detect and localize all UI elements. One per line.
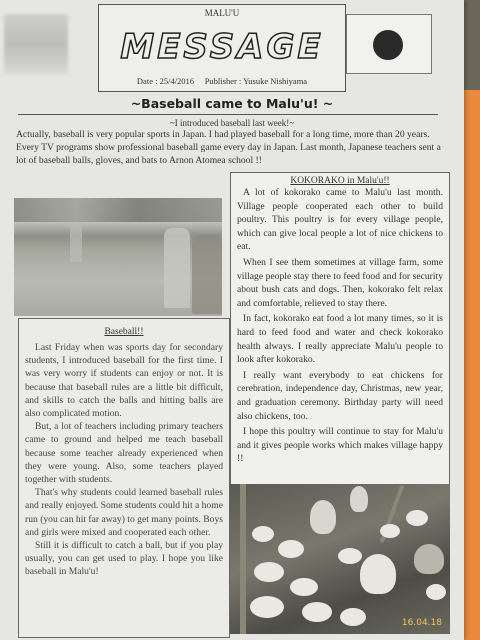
kokorako-heading: KOKORAKO in Malu'u!! [290, 176, 390, 186]
photo-figure [164, 228, 190, 308]
photo-feeder [350, 486, 368, 512]
photo-treeline [14, 198, 222, 222]
kokorako-paragraph: When I see them sometimes at village farm, some village people stay there to feed food and for security about bush cats and dogs. Then, kokorako felt relax and comfortable, relieved to stay there. [237, 256, 443, 309]
photo-chick [250, 596, 284, 618]
publisher: Publisher : Yusuke Nishiyama [204, 76, 308, 86]
chickens-poultry-photo [230, 484, 450, 634]
issue-date: Date : 25/4/2016 [136, 76, 195, 86]
photo-chick [426, 584, 446, 600]
baseball-article-box [18, 318, 230, 638]
article-headline: ~Baseball came to Malu'u! ~ [130, 96, 334, 111]
photo-chick [278, 540, 304, 558]
photo-chick [302, 602, 332, 622]
masthead-meta [99, 76, 345, 86]
photo-feeder [414, 544, 444, 574]
photo-figure [70, 222, 82, 262]
baseball-field-photo [14, 198, 222, 316]
baseball-paragraph: Last Friday when was sports day for secondary students, I introduced baseball for the first time. I was very worry if students can enjoy or not. It is because that baseball rules are a little bit difficult, and skills to catch the balls and hitting balls are also complicated motion. [25, 342, 223, 420]
blurred-logo-image [4, 14, 68, 74]
baseball-paragraph: Still it is difficult to catch a ball, but if you play usually, you can get used to play. I hope you like baseball in Malu'u! [25, 540, 223, 578]
photo-date-stamp: 16.04.18 [401, 618, 442, 628]
photo-feeder [310, 500, 336, 534]
flag-circle [373, 30, 403, 60]
photo-pole [240, 484, 246, 634]
masthead-title: MESSAGE [120, 27, 324, 67]
headline-underline [18, 114, 438, 115]
baseball-paragraph: That's why students could learned baseball rules and really enjoyed. Some students could hit a home run (you can hit far away) to get many points. Boys and girls were mixed and cooperated each other. [25, 487, 223, 538]
kokorako-paragraph: In fact, kokorako eat food a lot many times, so it is hard to feed food and water and check kokorako health always. I really appreciate Malu'u people to look after kokorako. [237, 313, 443, 366]
photo-figure [192, 234, 222, 314]
photo-chick [380, 524, 400, 538]
photo-chick [340, 608, 366, 626]
masthead [98, 4, 346, 92]
photo-feeder [360, 554, 396, 594]
photo-chick [252, 526, 274, 542]
intro-heading: ~I introduced baseball last week!~ [169, 118, 295, 128]
photo-chick [338, 548, 362, 564]
kokorako-paragraph: I really want everybody to eat chickens for cerebration, independence day, Christmas, new year, and graduation ceremony. Birthday party will need also chickens, too. [237, 369, 443, 422]
photo-chick [254, 562, 284, 582]
kokorako-paragraph: I hope this poultry will continue to stay for Malu'u and it gives people works which makes village happy !! [237, 426, 443, 465]
japan-flag-image [346, 14, 432, 74]
photo-chick [406, 510, 428, 526]
intro-text: Actually, baseball is very popular sports in Japan. I had played baseball for a long time, more than 20 years. Every TV programs show professional baseball game every day in Japan. Last month, Japanese teachers sent a lot of baseball balls, gloves, and bats to Arnon Atomea school !! [16, 129, 441, 166]
kokorako-article-box [230, 172, 450, 486]
kokorako-paragraph: A lot of kokorako came to Malu'u last month. Village people cooperated each other to build poultry. This poultry is for every village people, which can give local people a lot of nice chickens to eat. [237, 187, 443, 253]
photo-chick [290, 578, 318, 596]
baseball-heading: Baseball!! [104, 327, 144, 337]
baseball-paragraph: But, a lot of teachers including primary teachers came to ground and helped me teach baseball because some teacher already experienced when they were young. Also, some teachers played together with students. [25, 421, 223, 486]
newsletter-name: MALU'U [204, 8, 240, 18]
